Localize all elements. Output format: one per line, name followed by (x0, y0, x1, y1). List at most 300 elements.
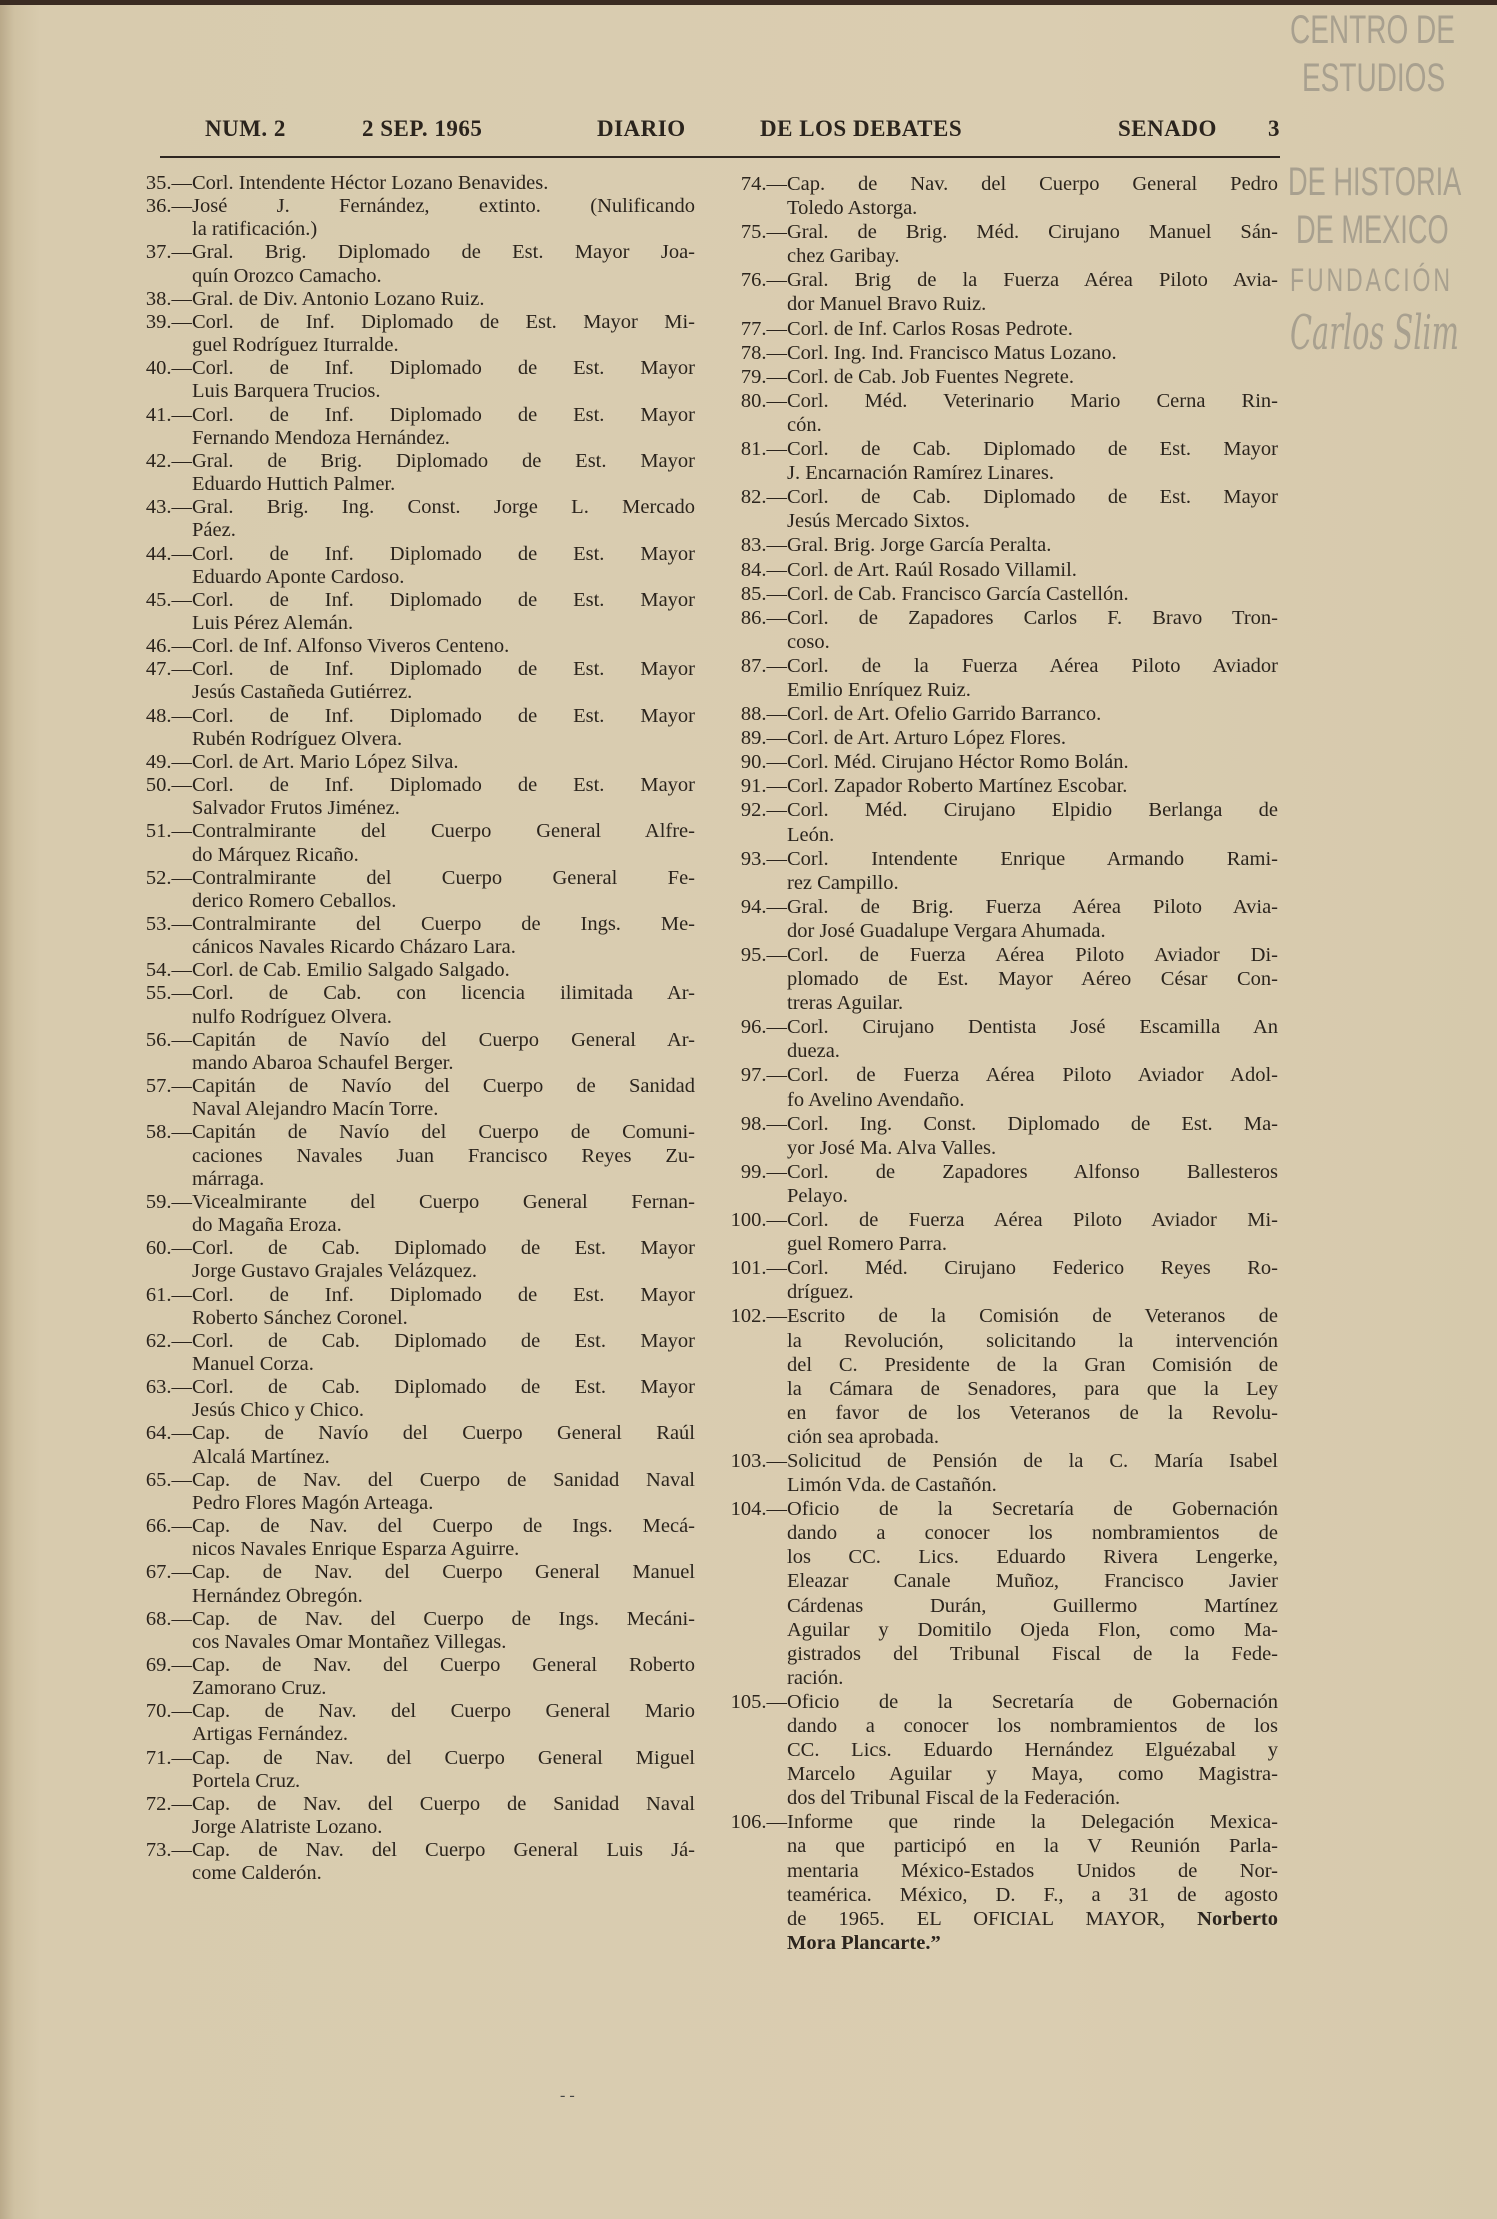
text-line: León. (787, 823, 835, 846)
text-line: do Márquez Ricaño. (192, 843, 359, 866)
item-text (787, 172, 1278, 220)
list-item (715, 341, 1278, 365)
item-number: 94.— (740, 895, 787, 918)
item-number: 47.— (145, 658, 192, 681)
item-number: 64.— (145, 1422, 192, 1445)
list-item (715, 268, 1278, 316)
list-item (715, 654, 1278, 702)
list-item (120, 820, 695, 866)
text-line: cos Navales Omar Montañez Villegas. (192, 1630, 507, 1653)
item-number: 79.— (740, 365, 787, 388)
list-item (715, 533, 1278, 557)
text-line: márraga. (192, 1167, 265, 1190)
text-line: Cap. de Navío del Cuerpo General Raúl (192, 1422, 695, 1445)
text-line: Corl. de Cab. Francisco García Castellón. (787, 582, 1129, 605)
text-line: nulfo Rodríguez Olvera. (192, 1005, 392, 1028)
text-line: Corl. de Cab. Emilio Salgado Salgado. (192, 959, 510, 982)
item-text (787, 1208, 1278, 1256)
item-text (192, 404, 695, 450)
list-item (120, 1075, 695, 1121)
list-item (120, 751, 695, 774)
item-text (192, 1469, 695, 1515)
list-item (715, 437, 1278, 485)
watermark-line: DE HISTORIA (1288, 160, 1462, 204)
text-line: mando Abaroa Schaufel Berger. (192, 1051, 454, 1074)
text-line: Gral. de Brig. Diplomado de Est. Mayor (192, 449, 695, 472)
item-text (192, 1839, 695, 1885)
item-number: 41.— (145, 403, 192, 426)
text-line: dando a conocer los nombramientos de (787, 1522, 1278, 1545)
list-item (120, 357, 695, 403)
list-item (120, 1469, 695, 1515)
item-number: 73.— (145, 1839, 192, 1862)
item-text (192, 1654, 695, 1700)
item-number: 96.— (740, 1016, 787, 1039)
text-line: Portela Cruz. (192, 1769, 301, 1792)
text-line: Alcalá Martínez. (192, 1445, 330, 1468)
item-number: 59.— (145, 1190, 192, 1213)
text-line: dos del Tribunal Fiscal de la Federación. (787, 1787, 1121, 1810)
item-number: 46.— (145, 635, 192, 658)
text-line: Corl. Cirujano Dentista José Escamilla An (787, 1016, 1278, 1039)
text-line: Contralmirante del Cuerpo General Alfre- (192, 820, 695, 843)
item-text (787, 1304, 1278, 1449)
item-number: 38.— (145, 287, 192, 310)
publication-title-2: DE LOS DEBATES (760, 116, 963, 141)
item-text (787, 606, 1278, 654)
list-item (715, 750, 1278, 774)
text-line: Corl. de Cab. Job Fuentes Negrete. (787, 365, 1074, 388)
text-line: Vicealmirante del Cuerpo General Fernan- (192, 1190, 695, 1213)
text-line: dor José Guadalupe Vergara Ahumada. (787, 919, 1106, 942)
item-number: 62.— (145, 1329, 192, 1352)
text-line: Jorge Gustavo Grajales Velázquez. (192, 1260, 478, 1283)
item-number: 74.— (740, 173, 787, 195)
page-number: 3 (1268, 116, 1280, 141)
item-text (787, 1063, 1278, 1111)
text-line: guel Rodríguez Iturralde. (192, 334, 399, 357)
text-line: Corl. de Inf. Diplomado de Est. Mayor (192, 588, 695, 611)
list-item (120, 1029, 695, 1075)
item-number: 78.— (740, 341, 787, 364)
item-text (787, 558, 1278, 582)
text-line: Corl. de Art. Raúl Rosado Villamil. (787, 558, 1077, 581)
item-number: 48.— (145, 704, 192, 727)
list-item (120, 635, 695, 658)
text-line: Aguilar y Domitilo Ojeda Flon, como Ma- (787, 1618, 1278, 1641)
text-line: cánicos Navales Ricardo Cházaro Lara. (192, 936, 516, 959)
list-item (120, 311, 695, 357)
list-item (715, 582, 1278, 606)
item-number: 49.— (145, 750, 192, 773)
list-item (120, 1608, 695, 1654)
text-line: Corl. de Inf. Alfonso Viveros Centeno. (192, 635, 510, 658)
item-text (192, 496, 695, 542)
text-line: Cap. de Nav. del Cuerpo General Pedro (787, 173, 1278, 195)
item-text (192, 635, 695, 658)
list-item (120, 404, 695, 450)
item-number: 92.— (740, 799, 787, 822)
item-number: 37.— (145, 241, 192, 264)
list-item (120, 959, 695, 982)
item-number: 61.— (145, 1283, 192, 1306)
item-text (787, 1015, 1278, 1063)
list-item (715, 365, 1278, 389)
text-line: en favor de los Veteranos de la Revolu- (787, 1401, 1278, 1424)
text-line: Corl. de Inf. Diplomado de Est. Mayor (192, 357, 695, 380)
text-line: do Magaña Eroza. (192, 1214, 342, 1237)
item-number: 80.— (740, 389, 787, 412)
text-line: Cárdenas Durán, Guillermo Martínez (787, 1594, 1278, 1617)
item-text (192, 1075, 695, 1121)
text-line: Cap. de Nav. del Cuerpo de Sanidad Naval (192, 1468, 695, 1491)
item-number: 76.— (740, 269, 787, 292)
text-line: Zamorano Cruz. (192, 1677, 327, 1700)
item-text (192, 1793, 695, 1839)
item-number: 53.— (145, 913, 192, 935)
list-item (120, 1747, 695, 1793)
text-line: Corl. Intendente Enrique Armando Rami- (787, 847, 1278, 870)
text-line: Oficio de la Secretaría de Gobernación (787, 1690, 1278, 1713)
text-line: Capitán de Navío del Cuerpo General Ar- (192, 1028, 695, 1051)
item-text (787, 726, 1278, 750)
text-line: Marcelo Aguilar y Maya, como Magistra- (787, 1763, 1278, 1786)
text-line: Escrito de la Comisión de Veteranos de (787, 1305, 1278, 1328)
item-text (192, 1561, 695, 1607)
list-item (715, 1160, 1278, 1208)
text-line: Hernández Obregón. (192, 1584, 363, 1607)
text-line: Gral. de Brig. Fuerza Aérea Piloto Avia- (787, 895, 1278, 918)
item-number: 83.— (740, 534, 787, 557)
text-line: Fernando Mendoza Hernández. (192, 426, 450, 449)
text-line: Corl. de Art. Arturo López Flores. (787, 727, 1066, 750)
list-item (715, 1112, 1278, 1160)
text-line: Toledo Astorga. (787, 197, 918, 220)
watermark-signature: Carlos Slim (1290, 305, 1459, 361)
item-text (192, 867, 695, 913)
item-text (192, 1422, 695, 1468)
text-line: CC. Lics. Eduardo Hernández Elguézabal y (787, 1739, 1278, 1762)
item-number: 88.— (740, 703, 787, 726)
text-line (787, 1907, 1278, 1931)
text-line: Corl. de Inf. Diplomado de Est. Mayor (192, 1283, 695, 1306)
item-text (192, 658, 695, 704)
text-line: Corl. Intendente Héctor Lozano Benavides. (192, 172, 549, 194)
item-text (192, 589, 695, 635)
text-line: Corl. Méd. Veterinario Mario Cerna Rin- (787, 389, 1278, 412)
list-item (715, 702, 1278, 726)
item-text (192, 1237, 695, 1283)
item-number: 39.— (145, 310, 192, 333)
text-line: Corl. de Art. Ofelio Garrido Barranco. (787, 703, 1102, 726)
item-text (192, 172, 695, 195)
item-number: 71.— (145, 1746, 192, 1769)
item-text (787, 654, 1278, 702)
text-line: dando a conocer los nombramientos de los (787, 1715, 1278, 1737)
text-line: dor Manuel Bravo Ruiz. (787, 293, 987, 316)
list-item (715, 798, 1278, 846)
signatory-surname: Mora Plancarte.” (787, 1931, 941, 1954)
text-line: Gral. de Brig. Méd. Cirujano Manuel Sán- (787, 221, 1278, 244)
item-text (787, 1160, 1278, 1208)
list-item (120, 1376, 695, 1422)
text-line: Jesús Castañeda Gutiérrez. (192, 681, 413, 704)
list-item (715, 389, 1278, 437)
text-line: Contralmirante del Cuerpo de Ings. Me- (192, 913, 695, 935)
list-item (715, 1690, 1278, 1810)
item-text (787, 437, 1278, 485)
text-line: Corl. de Cab. Diplomado de Est. Mayor (192, 1237, 695, 1260)
item-number: 99.— (740, 1160, 787, 1183)
text-line: Informe que rinde la Delegación Mexica- (787, 1811, 1278, 1834)
item-text (192, 959, 695, 982)
item-text (192, 1330, 695, 1376)
text-line: Gral. Brig de la Fuerza Aérea Piloto Avia- (787, 269, 1278, 292)
item-number: 56.— (145, 1028, 192, 1051)
text-line: Solicitud de Pensión de la C. María Isabel (787, 1449, 1278, 1472)
text-line: rez Campillo. (787, 871, 899, 894)
text-line: Cap. de Nav. del Cuerpo de Ings. Mecáni- (192, 1607, 695, 1630)
text-line: Manuel Corza. (192, 1352, 314, 1375)
item-number: 81.— (740, 438, 787, 461)
item-number: 97.— (740, 1064, 787, 1087)
list-item (120, 774, 695, 820)
text-line: Corl. de Inf. Diplomado de Est. Mayor (192, 542, 695, 565)
text-line: Corl. de Cab. Diplomado de Est. Mayor (192, 1329, 695, 1352)
text-line: Naval Alejandro Macín Torre. (192, 1098, 439, 1121)
list-item (120, 913, 695, 959)
item-text (787, 1497, 1278, 1690)
item-number: 106.— (730, 1811, 787, 1834)
item-text (192, 311, 695, 357)
item-text (192, 1515, 695, 1561)
text-line: Corl. de la Fuerza Aérea Piloto Aviador (787, 654, 1278, 677)
item-number: 77.— (740, 317, 787, 340)
item-text (192, 774, 695, 820)
list-item (120, 1191, 695, 1237)
text-line: Corl. de Inf. Diplomado de Est. Mayor (192, 774, 695, 797)
text-line: del C. Presidente de la Gran Comisión de (787, 1353, 1278, 1376)
list-item (120, 867, 695, 913)
item-text (192, 1747, 695, 1793)
list-item (120, 589, 695, 635)
list-item (715, 943, 1278, 1015)
text-line: Luis Pérez Alemán. (192, 611, 354, 634)
text-line: José J. Fernández, extinto. (Nulificando (192, 195, 695, 218)
text-line: Corl. Zapador Roberto Martínez Escobar. (787, 775, 1128, 798)
text-line: Corl. de Zapadores Alfonso Ballesteros (787, 1160, 1278, 1183)
text-line: quín Orozco Camacho. (192, 264, 382, 287)
text-line: Corl. de Art. Mario López Silva. (192, 750, 459, 773)
item-number: 58.— (145, 1121, 192, 1144)
text-line: yor José Ma. Alva Valles. (787, 1136, 997, 1159)
text-line: Gral. Brig. Ing. Const. Jorge L. Mercado (192, 496, 695, 519)
item-number: 60.— (145, 1237, 192, 1260)
text-line: Eleazar Canale Muñoz, Francisco Javier (787, 1570, 1278, 1593)
text-line: na que participó en la V Reunión Parla- (787, 1835, 1278, 1858)
list-item (120, 450, 695, 496)
text-line: Oficio de la Secretaría de Gobernación (787, 1498, 1278, 1521)
item-number: 75.— (740, 221, 787, 244)
item-number: 91.— (740, 775, 787, 798)
list-item (715, 1063, 1278, 1111)
item-text (787, 847, 1278, 895)
item-text (192, 1191, 695, 1237)
text-line: la Cámara de Senadores, para que la Ley (787, 1377, 1278, 1400)
item-text (192, 241, 695, 287)
text-line: J. Encarnación Ramírez Linares. (787, 462, 1054, 485)
right-column (715, 172, 1278, 1955)
item-text (787, 895, 1278, 943)
item-number: 102.— (730, 1305, 787, 1328)
item-number: 52.— (145, 866, 192, 889)
item-text (787, 365, 1278, 389)
list-item (120, 1121, 695, 1190)
item-text (192, 1700, 695, 1746)
item-text (787, 702, 1278, 726)
list-item (120, 1422, 695, 1468)
item-text (787, 750, 1278, 774)
text-line: Corl. Méd. Cirujano Héctor Romo Bolán. (787, 751, 1129, 774)
list-item (715, 895, 1278, 943)
text-line: Emilio Enríquez Ruiz. (787, 678, 971, 701)
text-line: Cap. de Nav. del Cuerpo General Manuel (192, 1561, 695, 1584)
text-line: Corl. de Cab. con licencia ilimitada Ar- (192, 982, 695, 1005)
text-line: Corl. de Zapadores Carlos F. Bravo Tron- (787, 606, 1278, 629)
watermark-line: DE MEXICO (1296, 208, 1449, 252)
list-item (120, 195, 695, 241)
item-number: 89.— (740, 727, 787, 750)
list-item (715, 774, 1278, 798)
item-number: 40.— (145, 357, 192, 380)
text-line: ción sea aprobada. (787, 1425, 939, 1448)
text-line: Capitán de Navío del Cuerpo de Comuni- (192, 1121, 695, 1144)
text-line: Artigas Fernández. (192, 1723, 348, 1746)
list-item (120, 1561, 695, 1607)
text-line: Corl. de Inf. Diplomado de Est. Mayor (192, 704, 695, 727)
item-text (192, 820, 695, 866)
list-item (120, 496, 695, 542)
list-item (120, 1237, 695, 1283)
item-text (787, 943, 1278, 1015)
item-text (787, 533, 1278, 557)
item-text (787, 1256, 1278, 1304)
text-line: teamérica. México, D. F., a 31 de agosto (787, 1883, 1278, 1906)
item-text (192, 751, 695, 774)
text-line: Corl. de Inf. Diplomado de Est. Mayor (192, 658, 695, 681)
item-text (192, 195, 695, 241)
item-text (192, 913, 695, 959)
text-line: Corl. de Inf. Diplomado de Est. Mayor (192, 403, 695, 426)
signatory-first-name: Norberto (1197, 1907, 1279, 1930)
text-line: Capitán de Navío del Cuerpo de Sanidad (192, 1075, 695, 1098)
list-item (120, 1515, 695, 1561)
text-line: Jesús Chico y Chico. (192, 1399, 364, 1422)
text-line: Rubén Rodríguez Olvera. (192, 727, 403, 750)
item-text (787, 268, 1278, 316)
list-item (715, 220, 1278, 268)
item-number: 55.— (145, 982, 192, 1005)
item-number: 42.— (145, 449, 192, 472)
text-line: Corl. de Cab. Diplomado de Est. Mayor (192, 1376, 695, 1399)
text-line: dueza. (787, 1040, 840, 1063)
item-number: 72.— (145, 1792, 192, 1815)
watermark-fundacion: FUNDACIÓN (1290, 262, 1453, 298)
list-item (120, 982, 695, 1028)
text-line: Cap. de Nav. del Cuerpo General Miguel (192, 1746, 695, 1769)
item-text (787, 582, 1278, 606)
text-line: fo Avelino Avendaño. (787, 1088, 965, 1111)
issue-date: 2 SEP. 1965 (362, 116, 483, 141)
list-item (715, 847, 1278, 895)
list-item (715, 606, 1278, 654)
text-line: Gral. Brig. Diplomado de Est. Mayor Joa- (192, 241, 695, 264)
item-text (787, 485, 1278, 533)
text-line: Páez. (192, 519, 236, 542)
text-line: mentaria México-Estados Unidos de Nor- (787, 1859, 1278, 1882)
scan-top-edge (0, 0, 1497, 5)
text-line: Corl. de Cab. Diplomado de Est. Mayor (787, 486, 1278, 509)
text-line: dríguez. (787, 1281, 854, 1304)
item-number: 103.— (730, 1449, 787, 1472)
list-item (120, 1284, 695, 1330)
list-item (120, 658, 695, 704)
item-number: 67.— (145, 1561, 192, 1584)
left-column (120, 172, 695, 1886)
text-line: Eduardo Aponte Cardoso. (192, 565, 405, 588)
item-number: 50.— (145, 774, 192, 797)
text-line: Corl. de Fuerza Aérea Piloto Aviador Mi- (787, 1209, 1278, 1232)
item-number: 93.— (740, 847, 787, 870)
list-item (715, 1449, 1278, 1497)
item-number: 54.— (145, 959, 192, 982)
text-line: Corl. de Fuerza Aérea Piloto Aviador Adol- (787, 1064, 1278, 1087)
item-number: 69.— (145, 1654, 192, 1676)
item-text (787, 1690, 1278, 1810)
item-number: 43.— (145, 496, 192, 519)
text-line: Salvador Frutos Jiménez. (192, 797, 400, 820)
list-item (715, 1015, 1278, 1063)
list-item (715, 1256, 1278, 1304)
text-line: Cap. de Nav. del Cuerpo General Luis Já- (192, 1839, 695, 1862)
watermark-line: ESTUDIOS (1302, 56, 1446, 100)
item-number: 36.— (145, 195, 192, 218)
text-line: los CC. Lics. Eduardo Rivera Lengerke, (787, 1546, 1278, 1569)
list-item (120, 1839, 695, 1885)
item-text (192, 450, 695, 496)
item-text (192, 1284, 695, 1330)
item-number: 66.— (145, 1515, 192, 1538)
list-item (715, 1497, 1278, 1690)
text-line: nicos Navales Enrique Esparza Aguirre. (192, 1538, 520, 1561)
text-line: Luis Barquera Trucios. (192, 380, 381, 403)
item-text (787, 389, 1278, 437)
issue-number: NUM. 2 (205, 116, 286, 141)
text-line: Pedro Flores Magón Arteaga. (192, 1491, 434, 1514)
item-number: 68.— (145, 1607, 192, 1630)
list-item (120, 1330, 695, 1376)
text-line: Jesús Mercado Sixtos. (787, 510, 970, 533)
item-number: 63.— (145, 1376, 192, 1399)
item-number: 86.— (740, 606, 787, 629)
item-text (787, 317, 1278, 341)
list-item (715, 1208, 1278, 1256)
item-text (192, 1029, 695, 1075)
item-number: 105.— (730, 1690, 787, 1713)
item-text (192, 357, 695, 403)
item-number: 104.— (730, 1498, 787, 1521)
text-line: derico Romero Ceballos. (192, 889, 397, 912)
